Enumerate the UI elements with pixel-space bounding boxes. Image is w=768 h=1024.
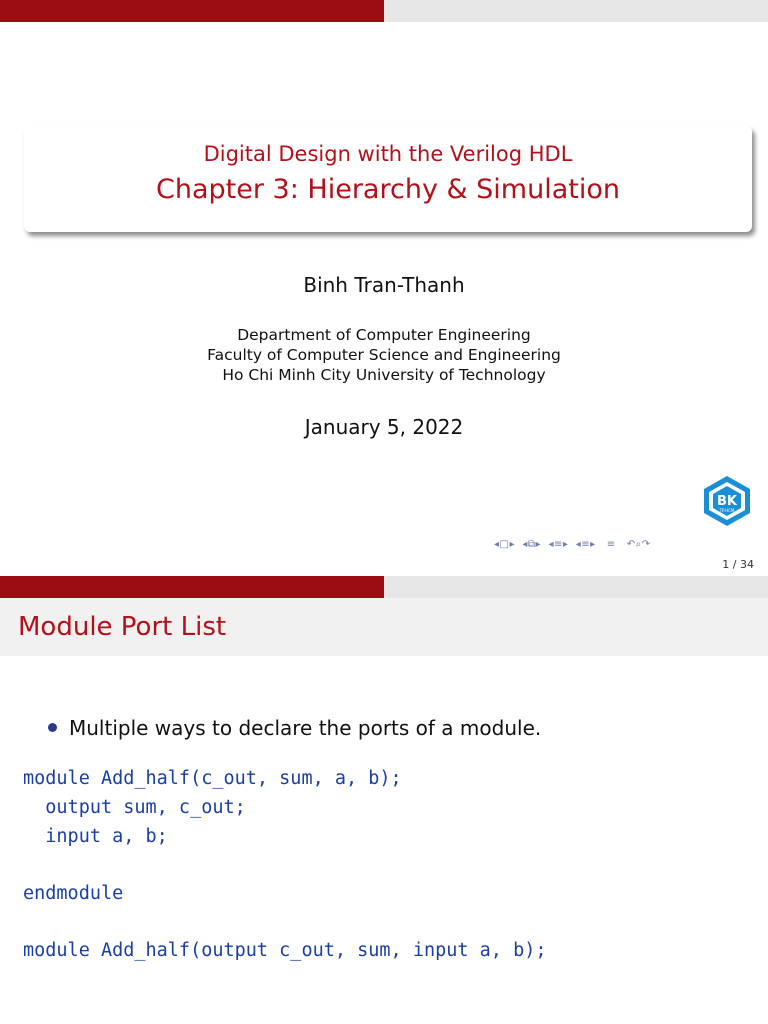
presentation-title: Chapter 3: Hierarchy & Simulation bbox=[156, 174, 620, 205]
nav-back-icon[interactable]: ↶ bbox=[626, 539, 636, 550]
nav-prev-section-icon[interactable]: ◂ bbox=[575, 539, 582, 550]
nav-next-frame-icon[interactable]: ▸ bbox=[535, 539, 542, 550]
affiliation-line-2: Faculty of Computer Science and Engineering bbox=[207, 346, 561, 364]
code-line-2: output sum, c_out; bbox=[23, 797, 246, 818]
top-bar-red bbox=[0, 0, 384, 22]
page-number: 1 / 34 bbox=[722, 558, 754, 571]
author-name: Binh Tran-Thanh bbox=[303, 273, 465, 297]
nav-next-slide-icon[interactable]: ▸ bbox=[509, 539, 516, 550]
nav-frame-icon[interactable]: ⧉ bbox=[527, 539, 536, 550]
nav-prev-frame-icon[interactable]: ◂ bbox=[522, 539, 528, 550]
nav-prev-slide-icon[interactable]: ◂ bbox=[494, 539, 500, 550]
affiliation-line-1: Department of Computer Engineering bbox=[237, 326, 531, 344]
logo-text: BK bbox=[717, 494, 737, 509]
top-bar-gray bbox=[384, 0, 768, 22]
code-line-3: input a, b; bbox=[23, 826, 168, 847]
nav-next-subsection-icon[interactable]: ▸ bbox=[562, 539, 569, 550]
top-bar-red bbox=[0, 576, 384, 598]
code-line-7: module Add_half(output c_out, sum, input a, b); bbox=[23, 940, 547, 961]
nav-prev-subsection-icon[interactable]: ◂ bbox=[548, 539, 554, 550]
top-bar bbox=[0, 576, 768, 598]
bullet-text: Multiple ways to declare the ports of a module. bbox=[69, 716, 542, 740]
nav-forward-icon[interactable]: ↷ bbox=[641, 539, 651, 550]
frame-title: Module Port List bbox=[18, 612, 227, 642]
nav-slide-icon[interactable]: □ bbox=[499, 539, 510, 550]
nav-subsection-icon[interactable]: ≡ bbox=[553, 539, 563, 550]
nav-align-icon[interactable]: ≡ bbox=[606, 539, 616, 550]
content-slide bbox=[0, 576, 768, 1024]
logo-small-text: TP.HCM bbox=[719, 508, 735, 513]
nav-next-section-icon[interactable]: ▸ bbox=[590, 539, 596, 550]
code-line-1: module Add_half(c_out, sum, a, b); bbox=[23, 768, 402, 789]
presentation-date: January 5, 2022 bbox=[304, 415, 464, 439]
top-bar bbox=[0, 0, 768, 22]
bullet-dot-icon bbox=[48, 723, 57, 732]
nav-section-icon[interactable]: ≡ bbox=[581, 539, 591, 550]
university-logo bbox=[700, 474, 754, 528]
title-box bbox=[24, 126, 752, 232]
bullet-item bbox=[48, 716, 541, 740]
presentation-subtitle: Digital Design with the Verilog HDL bbox=[203, 142, 573, 166]
affiliation-line-3: Ho Chi Minh City University of Technology bbox=[222, 366, 546, 384]
nav-search-icon[interactable]: ⌕ bbox=[635, 539, 642, 550]
code-line-5: endmodule bbox=[23, 883, 124, 904]
top-bar-gray bbox=[384, 576, 768, 598]
beamer-navigation bbox=[494, 539, 651, 550]
